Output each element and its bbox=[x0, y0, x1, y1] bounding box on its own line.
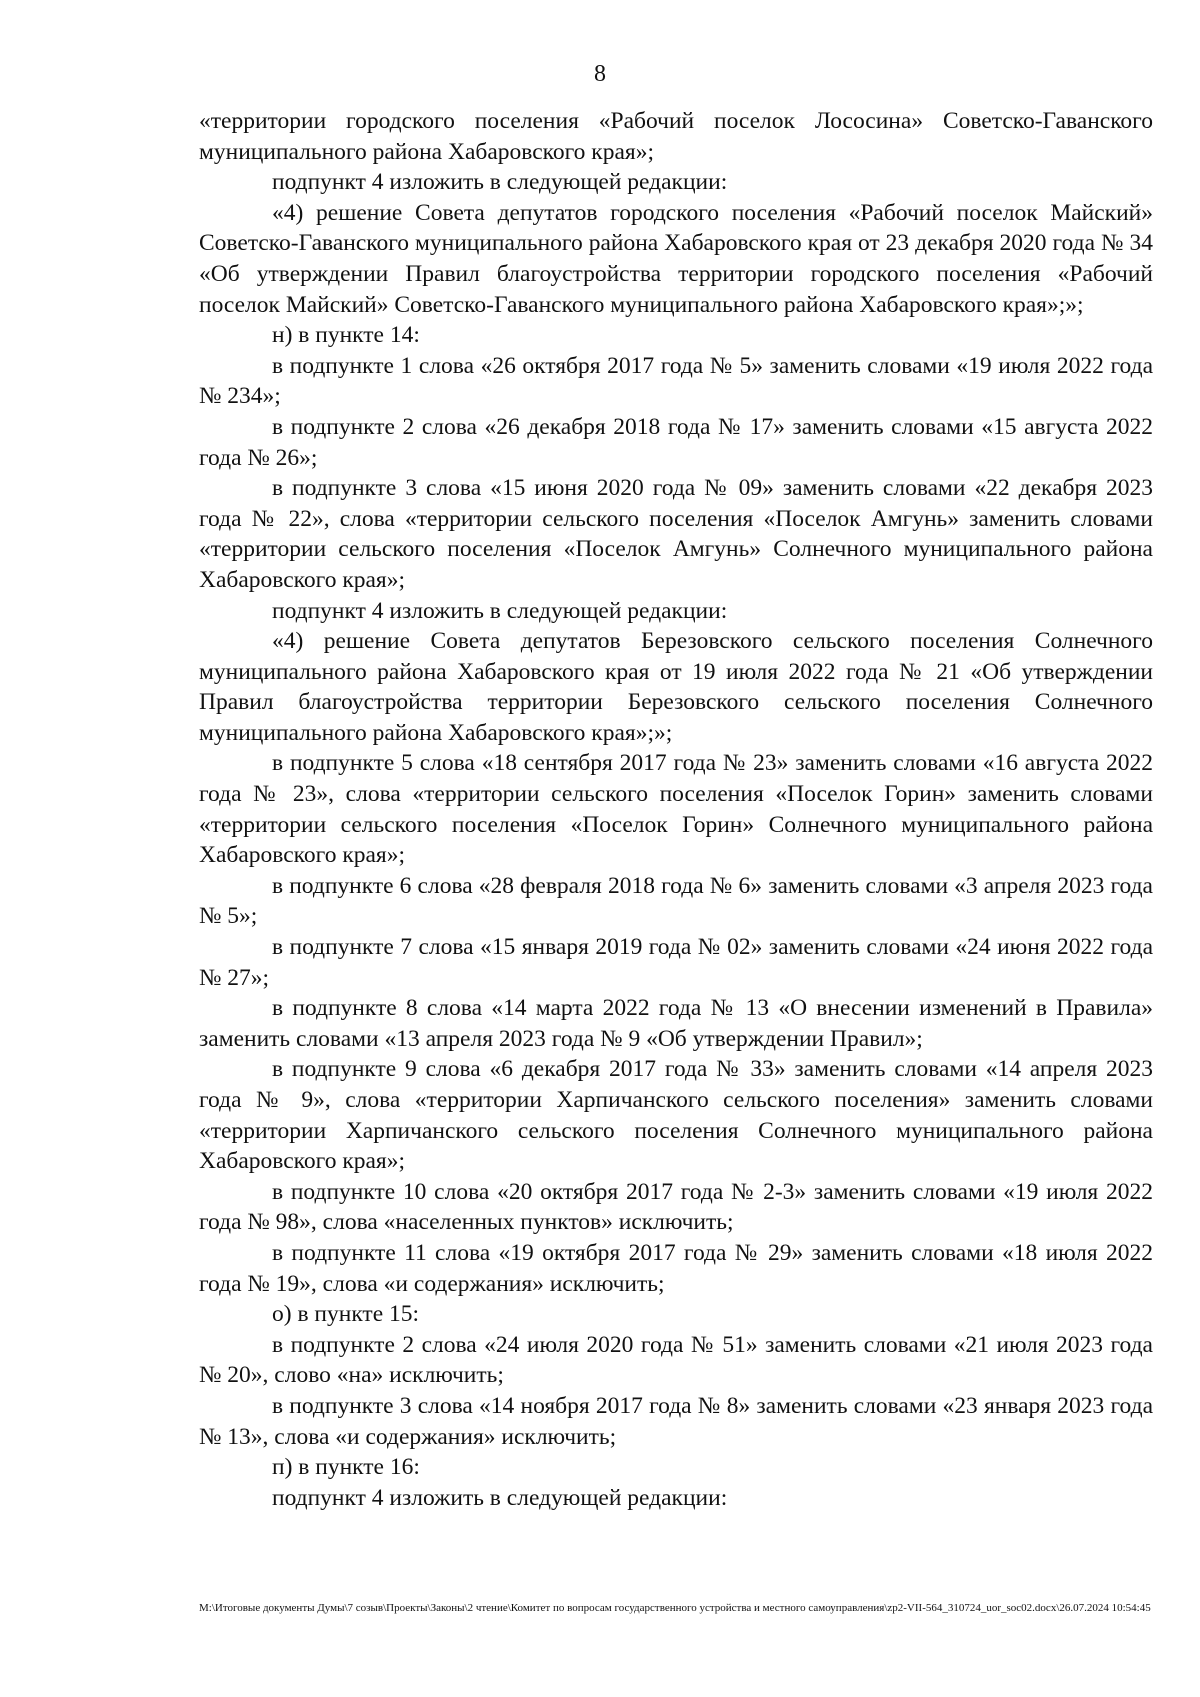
paragraph: в подпункте 7 слова «15 января 2019 года № 02» заменить словами «24 июня 2022 года № 27»; bbox=[199, 934, 1153, 991]
paragraph: «территории городского поселения «Рабочий поселок Лососина» Советско-Гаванского муниципального района Хабаровского края»; bbox=[199, 108, 1153, 165]
paragraph: в подпункте 1 слова «26 октября 2017 года № 5» заменить словами «19 июля 2022 года № 234»; bbox=[199, 352, 1153, 410]
paragraph: п) в пункте 16: bbox=[272, 1454, 420, 1481]
paragraph: в подпункте 8 слова «14 марта 2022 года № 13 «О внесении изменений в Правила» заменить словами «13 апреля 2023 года № 9 «Об утверждении Правил»; bbox=[199, 995, 1153, 1052]
paragraph: в подпункте 2 слова «24 июля 2020 года № 51» заменить словами «21 июля 2023 года № 20», слово «на» исключить; bbox=[199, 1331, 1153, 1389]
paragraph: подпункт 4 изложить в следующей редакции: bbox=[272, 169, 728, 196]
paragraph: в подпункте 5 слова «18 сентября 2017 года № 23» заменить словами «16 августа 2022 года № 23», слова «территории сельского поселения «Поселок Горин» заменить словами «территории сельского поселения «Поселок Горин» Солнечного муниципального района Хабаровского края»; bbox=[199, 750, 1153, 869]
paragraph: в подпункте 3 слова «15 июня 2020 года № 09» заменить словами «22 декабря 2023 года № 22», слова «территории сельского поселения «Поселок Амгунь» заменить словами «территории сельского поселения «Поселок Амгунь» Солнечного муниципального района Хабаровского края»; bbox=[199, 475, 1153, 593]
paragraph: в подпункте 2 слова «26 декабря 2018 года № 17» заменить словами «15 августа 2022 года № 26»; bbox=[199, 413, 1153, 471]
paragraph: в подпункте 10 слова «20 октября 2017 года № 2-3» заменить словами «19 июля 2022 года № 98», слова «населенных пунктов» исключить; bbox=[199, 1178, 1153, 1236]
paragraph: подпункт 4 изложить в следующей редакции: bbox=[272, 1484, 728, 1511]
document-body bbox=[199, 106, 1153, 1513]
paragraph: в подпункте 11 слова «19 октября 2017 года № 29» заменить словами «18 июля 2022 года № 19», слова «и содержания» исключить; bbox=[199, 1239, 1153, 1297]
paragraph: «4) решение Совета депутатов Березовского сельского поселения Солнечного муниципального района Хабаровского края от 19 июля 2022 года № 21 «Об утверждении Правил благоустройства территории Березовского сельского поселения Солнечного муниципального района Хабаровского края»;»; bbox=[199, 628, 1153, 746]
paragraph: подпункт 4 изложить в следующей редакции: bbox=[272, 597, 728, 624]
footer-file-path: М:\Итоговые документы Думы\7 созыв\Проекты\Законы\2 чтение\Комитет по вопросам государственного устройства и местного самоуправления\zp2-VII-564_310724_uor_soc02.docx\26.07.2024 10:54:45 bbox=[199, 1602, 1151, 1614]
paragraph: «4) решение Совета депутатов городского поселения «Рабочий поселок Майский» Советско-Гаванского муниципального района Хабаровского края от 23 декабря 2020 года № 34 «Об утверждении Правил благоустройства территории городского поселения «Рабочий поселок Майский» Советско-Гаванского муниципального района Хабаровского края»;»; bbox=[199, 199, 1153, 318]
paragraph: н) в пункте 14: bbox=[272, 322, 420, 349]
paragraph: в подпункте 3 слова «14 ноября 2017 года № 8» заменить словами «23 января 2023 года № 13», слова «и содержания» исключить; bbox=[199, 1392, 1153, 1450]
paragraph: в подпункте 6 слова «28 февраля 2018 года № 6» заменить словами «3 апреля 2023 года № 5»; bbox=[199, 872, 1153, 930]
paragraph: о) в пункте 15: bbox=[272, 1301, 420, 1328]
page-number: 8 bbox=[594, 61, 606, 87]
paragraph: в подпункте 9 слова «6 декабря 2017 года № 33» заменить словами «14 апреля 2023 года № 9», слова «территории Харпичанского сельского поселения» заменить словами «территории Харпичанского сельского поселения Солнечного муниципального района Хабаровского края»; bbox=[199, 1056, 1153, 1175]
